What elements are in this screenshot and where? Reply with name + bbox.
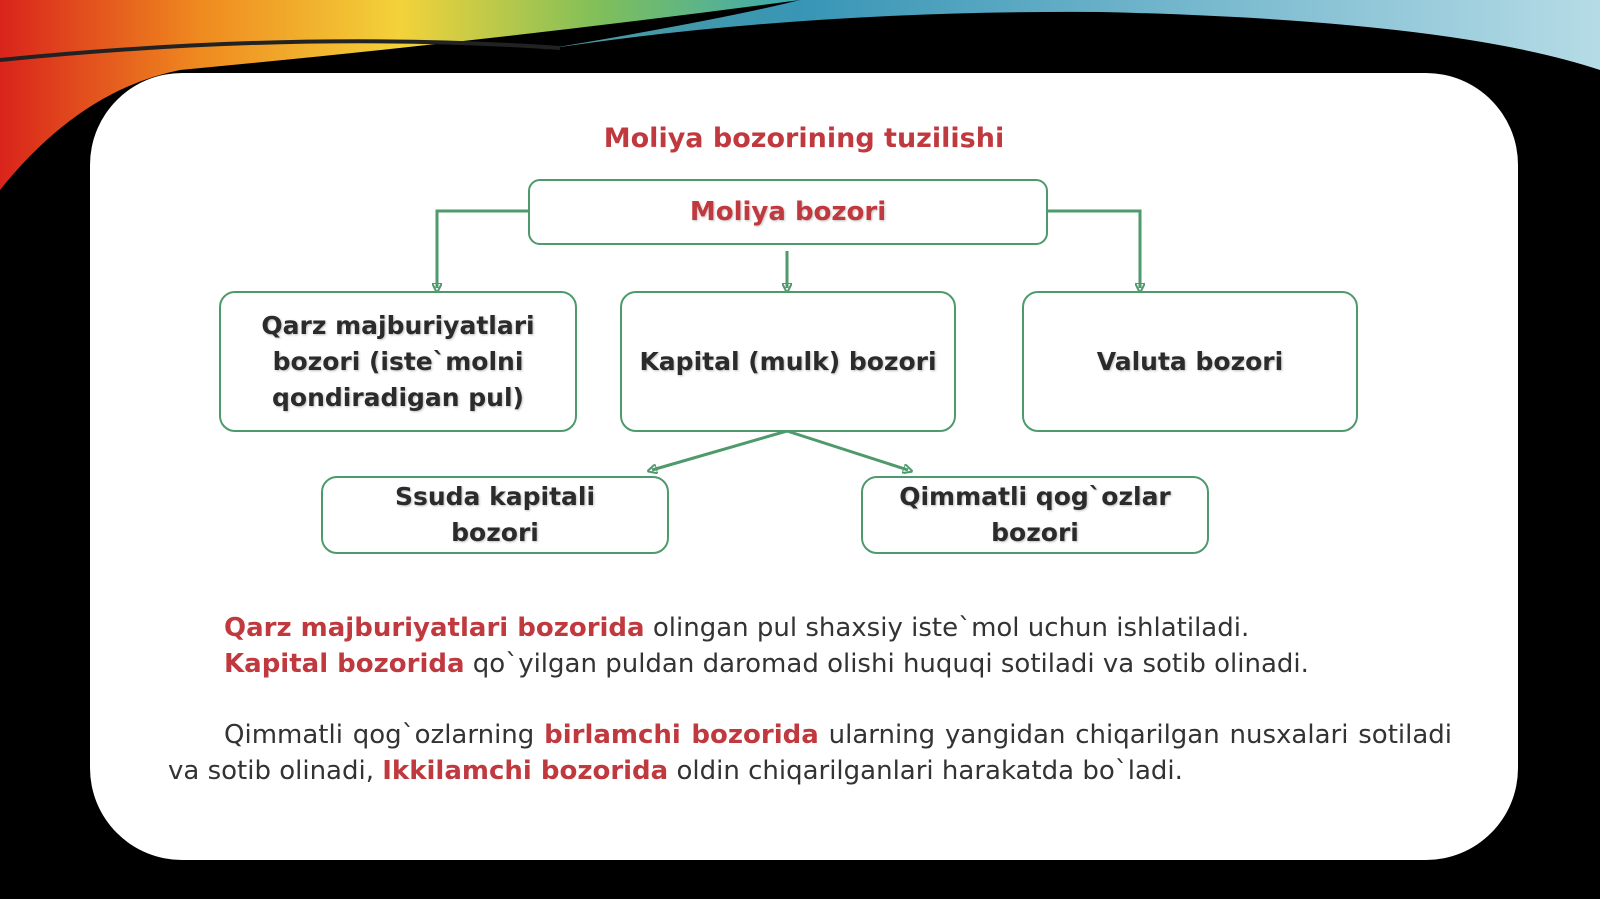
paragraph-kapital [168,646,1452,682]
diagram-title: Moliya bozorining tuzilishi [603,123,1005,154]
paragraph-qarz [168,610,1452,646]
node-qimmatli-qogozlar: Qimmatli qog`ozlar bozori [861,476,1209,554]
node-qarz-majburiyatlari: Qarz majburiyatlari bozori (iste`molni qondiradigan pul) [219,291,577,432]
text-qarz: olingan pul shaxsiy iste`mol uchun ishlatiladi. [644,613,1250,643]
text-qimmatli-a: Qimmatli qog`ozlarning [224,720,545,750]
node-valuta-bozori: Valuta bozori [1022,291,1358,432]
edge-kapital-to-ssuda [652,431,787,470]
text-qimmatli-c: oldin chiqarilganlari harakatda bo`ladi. [668,756,1183,786]
edge-root-to-valuta [1048,211,1140,288]
paragraph-qimmatli [168,717,1452,789]
edge-root-to-qarz [437,211,528,288]
highlight-birlamchi: birlamchi bozorida [544,720,819,750]
slide-card [90,73,1518,860]
node-ssuda-kapitali: Ssuda kapitali bozori [321,476,669,554]
node-moliya-bozori: Moliya bozori [528,179,1048,245]
highlight-ikkilamchi: Ikkilamchi bozorida [382,756,669,786]
text-qimmatli-b: ularning yangidan chiqarilgan nusxalari sotiladi va sotib olinadi, [168,720,1452,786]
node-kapital-bozori: Kapital (mulk) bozori [620,291,956,432]
text-kapital: qo`yilgan puldan daromad olishi huquqi sotiladi va sotib olinadi. [464,649,1309,679]
highlight-kapital: Kapital bozorida [224,649,465,679]
highlight-qarz: Qarz majburiyatlari bozorida [224,613,645,643]
edge-kapital-to-qimmatli [787,431,908,470]
